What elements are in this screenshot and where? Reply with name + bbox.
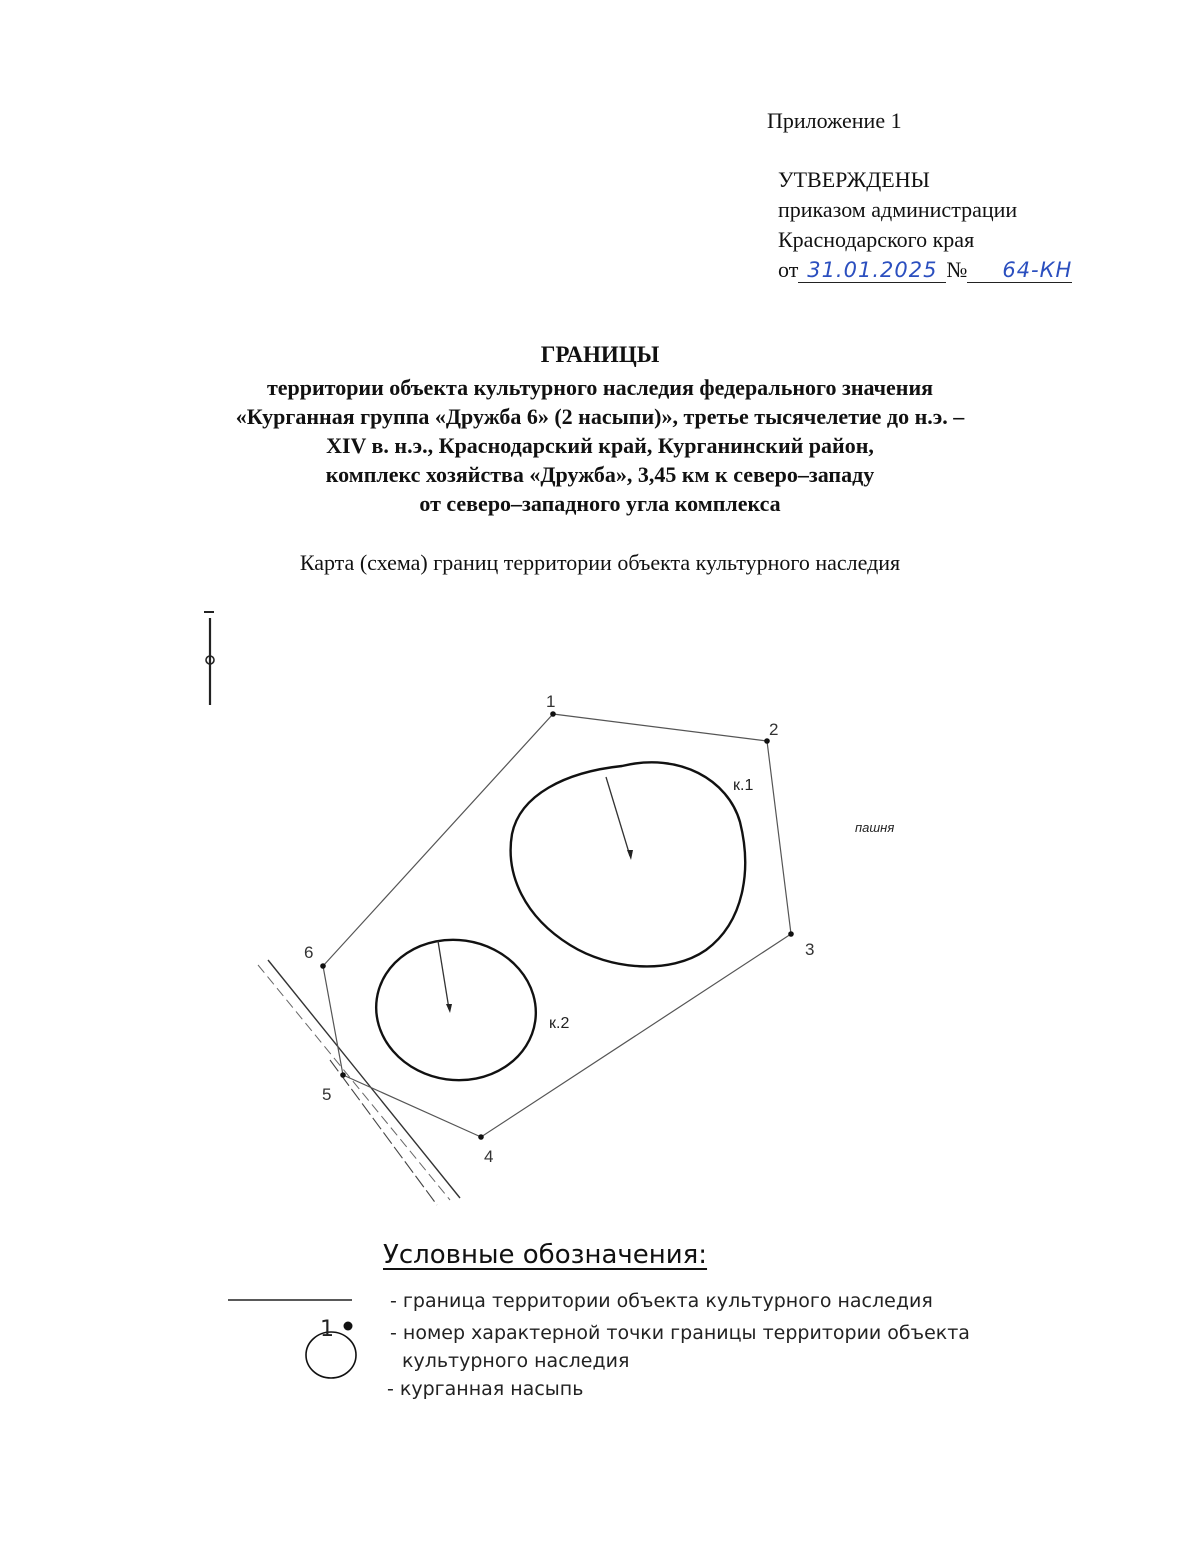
from-label: от	[778, 257, 799, 282]
legend-point-dot-icon	[344, 1322, 353, 1331]
mound-1-outline	[511, 762, 746, 966]
title-line-5: от северо–западного угла комплекса	[419, 491, 781, 516]
mound-1-axis	[606, 777, 630, 856]
mound-2-outline	[367, 930, 545, 1091]
order-date: 31.01.2025	[807, 258, 938, 282]
mound-1-label: к.1	[733, 777, 754, 794]
point-label-6: 6	[304, 943, 314, 962]
title-line-3: XIV в. н.э., Краснодарский край, Курганинский район,	[326, 433, 874, 458]
title-main: ГРАНИЦЫ	[540, 342, 660, 367]
point-label-2: 2	[769, 720, 779, 739]
legend-item-boundary: - граница территории объекта культурного наследия	[390, 1290, 933, 1312]
annex-label: Приложение 1	[767, 108, 902, 133]
approved-by-line2: Краснодарского края	[778, 227, 975, 252]
boundary-point-3	[788, 931, 794, 937]
boundary-point-1	[550, 711, 556, 717]
boundary-point-2	[764, 738, 770, 744]
title-line-4: комплекс хозяйства «Дружба», 3,45 км к северо–западу	[325, 462, 875, 487]
map-subtitle: Карта (схема) границ территории объекта культурного наследия	[299, 550, 901, 575]
point-label-1: 1	[546, 692, 556, 711]
number-label: №	[946, 257, 968, 282]
point-label-3: 3	[805, 940, 815, 959]
point-label-5: 5	[322, 1085, 332, 1104]
mound-2-label: к.2	[549, 1015, 570, 1032]
approved-label: УТВЕРЖДЕНЫ	[778, 167, 930, 192]
legend-item-point-cont: культурного наследия	[402, 1350, 630, 1372]
legend-title: Условные обозначения:	[383, 1240, 708, 1270]
heritage-boundary-polygon	[323, 714, 791, 1137]
legend-item-mound: - курганная насыпь	[387, 1378, 584, 1400]
point-label-4: 4	[484, 1147, 494, 1166]
legend-point-number: 1	[320, 1317, 334, 1342]
north-arrow-icon	[204, 612, 214, 705]
order-number: 64-КН	[1002, 258, 1073, 282]
approved-by-line1: приказом администрации	[778, 197, 1018, 222]
boundary-points	[320, 711, 794, 1140]
legend-item-point: - номер характерной точки границы территории объекта	[390, 1322, 970, 1344]
title-line-1: территории объекта культурного наследия федерального значения	[266, 375, 934, 400]
title-line-2: «Курганная группа «Дружба 6» (2 насыпи)», третье тысячелетие до н.э. –	[235, 404, 965, 429]
boundary-point-4	[478, 1134, 484, 1140]
boundary-point-5	[340, 1072, 346, 1078]
field-label: пашня	[855, 820, 895, 835]
mound-2-axis	[438, 941, 449, 1009]
boundary-point-6	[320, 963, 326, 969]
